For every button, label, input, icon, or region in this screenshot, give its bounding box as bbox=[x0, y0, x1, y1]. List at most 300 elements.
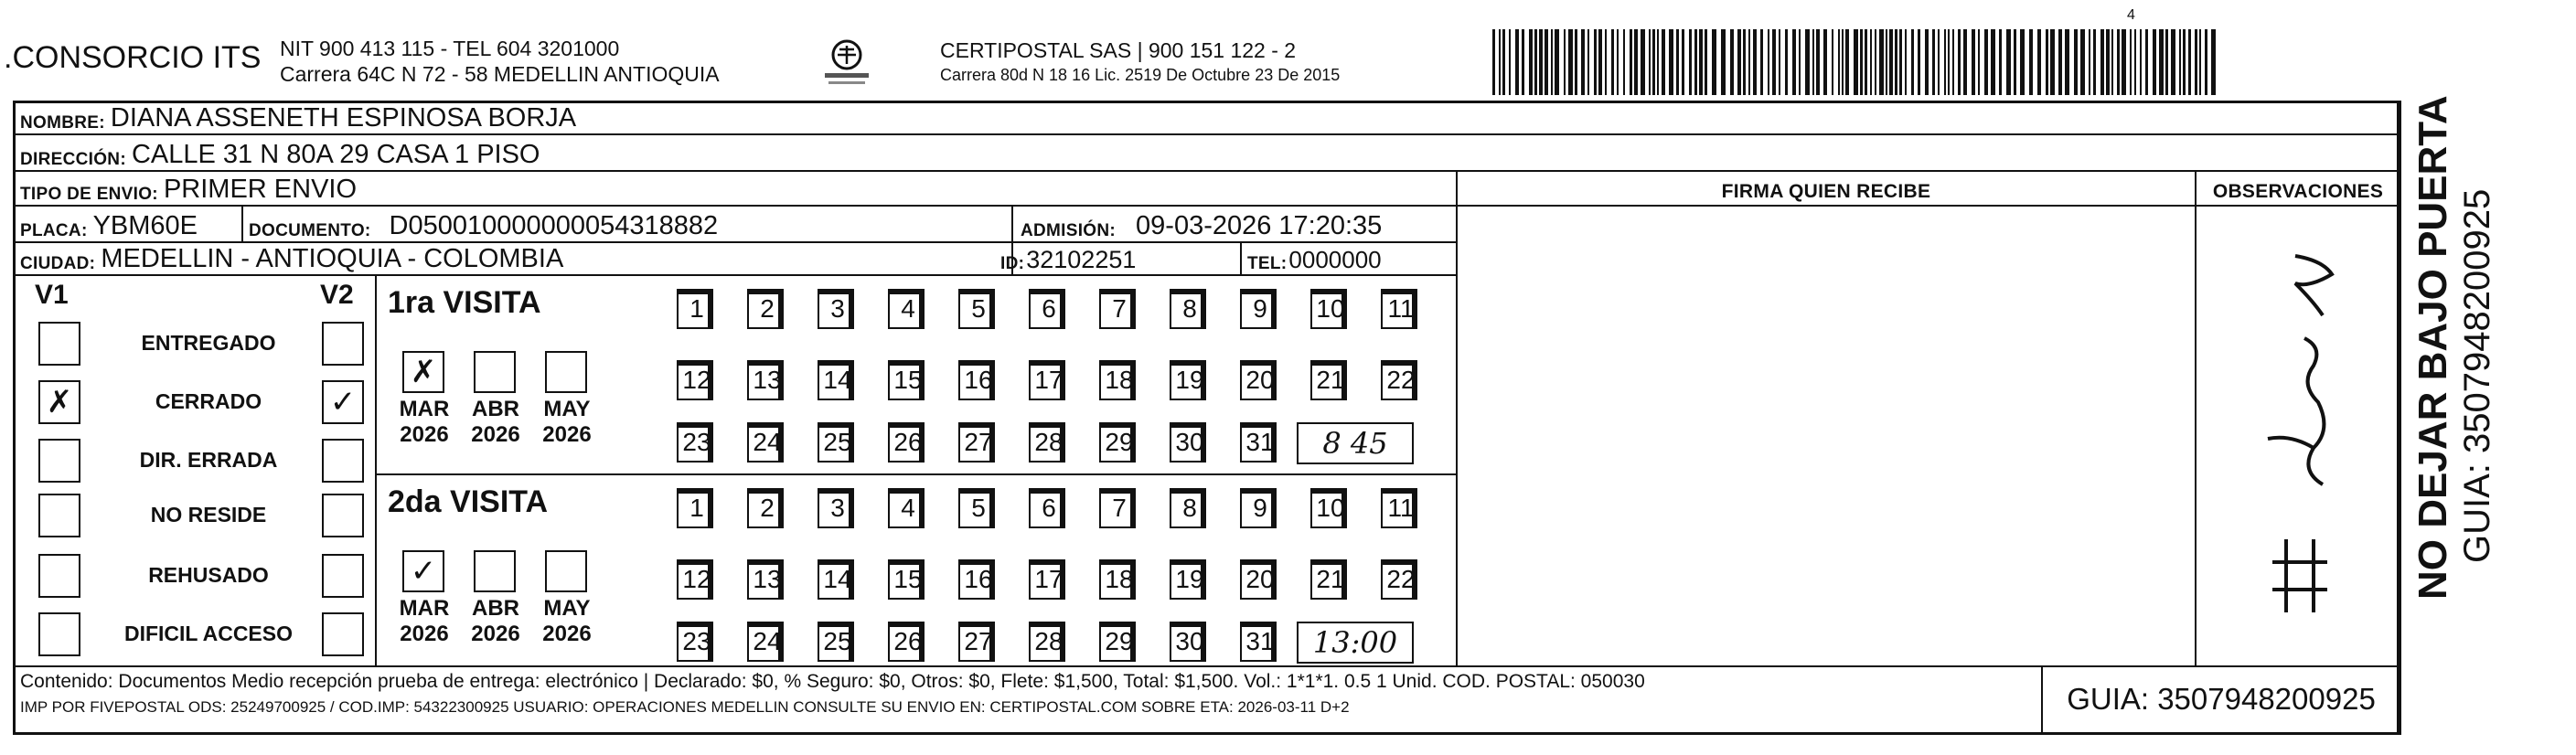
visit-day-number: 7 bbox=[1112, 494, 1127, 522]
visit-day-number: 22 bbox=[1386, 366, 1416, 394]
visit-day-number: 6 bbox=[1042, 494, 1056, 522]
visit-day-box[interactable] bbox=[1170, 289, 1206, 329]
barcode-bar bbox=[2014, 29, 2016, 95]
barcode-bar bbox=[1605, 29, 1607, 95]
visit-month-checkbox[interactable] bbox=[545, 351, 587, 393]
barcode-bar bbox=[1948, 29, 1950, 95]
visit-day-number: 20 bbox=[1245, 565, 1275, 593]
status-v1-checkbox[interactable] bbox=[38, 612, 80, 656]
visit-day-box[interactable] bbox=[888, 289, 925, 329]
visit-day-number: 31 bbox=[1245, 627, 1275, 655]
barcode-bar bbox=[1721, 29, 1726, 95]
barcode-bar bbox=[1630, 29, 1632, 95]
visit-day-number: 24 bbox=[753, 627, 782, 655]
barcode-bar bbox=[2106, 29, 2110, 95]
barcode-bar bbox=[1694, 29, 1697, 95]
barcode-bar bbox=[1812, 29, 1814, 95]
visit-day-number: 1 bbox=[689, 294, 704, 323]
visit-day-box[interactable] bbox=[1381, 289, 1417, 329]
barcode-bar bbox=[2179, 29, 2181, 95]
visit-day-number: 15 bbox=[893, 366, 923, 394]
visit-day-number: 5 bbox=[971, 494, 986, 522]
visit-day-box[interactable] bbox=[1381, 559, 1417, 600]
barcode-bar bbox=[2074, 29, 2078, 95]
visit-day-box[interactable] bbox=[1310, 289, 1347, 329]
visit-day-number: 29 bbox=[1105, 627, 1134, 655]
field-direccion bbox=[20, 135, 540, 170]
barcode-bar bbox=[2050, 29, 2055, 95]
status-v1-checkbox[interactable]: ✗ bbox=[38, 380, 80, 424]
visit-day-number: 27 bbox=[964, 627, 993, 655]
barcode-bar bbox=[2165, 29, 2168, 95]
visit-day-box[interactable] bbox=[958, 422, 995, 463]
barcode-bar bbox=[1575, 29, 1577, 95]
visit-day-number: 27 bbox=[964, 428, 993, 456]
barcode-bar bbox=[1676, 29, 1679, 95]
company-name: .CONSORCIO ITS bbox=[4, 40, 262, 75]
visit-day-box[interactable] bbox=[1310, 559, 1347, 600]
barcode-bar bbox=[2211, 29, 2216, 95]
barcode-bar bbox=[1879, 29, 1884, 95]
visit-day-number: 19 bbox=[1175, 565, 1204, 593]
visit-day-number: 2 bbox=[760, 294, 775, 323]
visit-day-box[interactable] bbox=[958, 360, 995, 400]
barcode-bar bbox=[1705, 29, 1707, 95]
visit-month-year: 2026 bbox=[471, 422, 520, 447]
barcode-bar bbox=[1895, 29, 1897, 95]
visit-day-number: 3 bbox=[830, 494, 845, 522]
barcode-bar bbox=[1682, 29, 1684, 95]
barcode-bar bbox=[2134, 29, 2136, 95]
nombre-value: DIANA ASSENETH ESPINOSA BORJA bbox=[110, 103, 577, 133]
v1-header: V1 bbox=[35, 280, 69, 310]
visit-day-box[interactable] bbox=[747, 422, 784, 463]
barcode-bar bbox=[1805, 29, 1810, 95]
side-text bbox=[2410, 88, 2548, 728]
visit-day-box[interactable] bbox=[1029, 360, 1065, 400]
barcode-bar bbox=[1492, 29, 1495, 95]
visit-day-box[interactable] bbox=[1099, 488, 1136, 528]
barcode-bar bbox=[1779, 29, 1780, 95]
admision-value: 09-03-2026 17:20:35 bbox=[1136, 211, 1383, 240]
visit-day-box[interactable] bbox=[1170, 422, 1206, 463]
barcode-bar bbox=[1529, 29, 1533, 95]
visit-month-year: 2026 bbox=[542, 422, 592, 447]
visit-month-checkbox[interactable] bbox=[545, 550, 587, 592]
visit-day-number: 9 bbox=[1253, 294, 1267, 323]
visit-day-box[interactable] bbox=[747, 622, 784, 662]
courier-logo-icon bbox=[819, 35, 874, 90]
field-id bbox=[1000, 241, 1136, 274]
visit-day-box[interactable] bbox=[1029, 422, 1065, 463]
visit-day-number: 28 bbox=[1034, 627, 1064, 655]
status-label: DIR. ERRADA bbox=[139, 448, 278, 472]
barcode-bar bbox=[1641, 29, 1645, 95]
footer-guia: GUIA: 3507948200925 bbox=[2067, 682, 2376, 716]
barcode-bar bbox=[1594, 29, 1597, 95]
visit-day-box[interactable] bbox=[677, 360, 713, 400]
barcode-bar bbox=[1499, 29, 1501, 95]
barcode-bar bbox=[1623, 29, 1625, 95]
visit-day-box[interactable] bbox=[1029, 488, 1065, 528]
ciudad-label: CIUDAD: bbox=[20, 254, 96, 273]
visit-day-box[interactable] bbox=[677, 622, 713, 662]
direccion-label: DIRECCIÓN: bbox=[20, 150, 126, 169]
visit-day-box[interactable] bbox=[1170, 622, 1206, 662]
visit-day-number: 8 bbox=[1182, 494, 1197, 522]
barcode-bar bbox=[1984, 29, 1988, 95]
visit-month-name: MAY bbox=[543, 596, 591, 621]
visit-day-number: 20 bbox=[1245, 366, 1275, 394]
barcode-bar bbox=[1568, 29, 1573, 95]
barcode-bar bbox=[1875, 29, 1876, 95]
barcode-bar bbox=[1748, 29, 1750, 95]
visit-day-box[interactable] bbox=[1310, 360, 1347, 400]
barcode-bar bbox=[1832, 29, 1833, 95]
visit-month-checkbox[interactable] bbox=[474, 550, 516, 592]
visit-day-box[interactable] bbox=[677, 488, 713, 528]
id-value: 32102251 bbox=[1026, 246, 1137, 273]
barcode-bar bbox=[1699, 29, 1703, 95]
barcode-bar bbox=[1911, 29, 1914, 95]
visit-day-box[interactable] bbox=[1240, 422, 1277, 463]
visit-day-box[interactable] bbox=[747, 559, 784, 600]
visit-month-checkbox[interactable] bbox=[474, 351, 516, 393]
visit-day-box[interactable] bbox=[677, 289, 713, 329]
visit-day-box[interactable] bbox=[888, 360, 925, 400]
barcode-bar bbox=[1753, 29, 1757, 95]
visit-day-box[interactable] bbox=[1310, 488, 1347, 528]
barcode-bar bbox=[1860, 29, 1863, 95]
barcode-bar bbox=[1737, 29, 1741, 95]
courier-line1: CERTIPOSTAL SAS | 900 151 122 - 2 bbox=[940, 38, 1297, 62]
barcode-bar bbox=[1689, 29, 1692, 95]
barcode-bar bbox=[1509, 29, 1511, 95]
tel-label: TEL: bbox=[1247, 254, 1288, 273]
visit-day-box[interactable] bbox=[747, 488, 784, 528]
visit-day-box[interactable] bbox=[1099, 289, 1136, 329]
visit-day-number: 14 bbox=[823, 565, 852, 593]
visit-day-number: 30 bbox=[1175, 627, 1204, 655]
status-v1-checkbox[interactable] bbox=[38, 439, 80, 483]
visit-month-checkbox[interactable]: ✗ bbox=[402, 351, 444, 393]
visit-time-box[interactable]: 8 45 bbox=[1297, 422, 1414, 464]
barcode-bar bbox=[2089, 29, 2090, 95]
courier-line2: Carrera 80d N 18 16 Lic. 2519 De Octubre 23 De 2015 bbox=[940, 66, 1341, 84]
barcode-bar bbox=[2153, 29, 2156, 95]
barcode-bar bbox=[1581, 29, 1585, 95]
barcode-bar bbox=[1768, 29, 1769, 95]
small-mark: 4 bbox=[2127, 7, 2135, 23]
visit-day-box[interactable] bbox=[818, 622, 854, 662]
visit-month-year: 2026 bbox=[400, 422, 449, 447]
visit-day-number: 29 bbox=[1105, 428, 1134, 456]
status-v2-checkbox[interactable]: ✓ bbox=[322, 380, 364, 424]
visit-day-box[interactable] bbox=[1099, 622, 1136, 662]
visit-day-box[interactable] bbox=[1381, 488, 1417, 528]
visit-day-number: 15 bbox=[893, 565, 923, 593]
visit-month-year: 2026 bbox=[400, 622, 449, 646]
barcode-bar bbox=[1522, 29, 1524, 95]
visit-day-number: 21 bbox=[1316, 565, 1345, 593]
visit-day-number: 11 bbox=[1387, 294, 1415, 323]
visit-day-number: 2 bbox=[760, 494, 775, 522]
footer-content-line: Contenido: Documentos Medio recepción prueba de entrega: electrónico | Declarado: $0, % Seguro: $0, Otros: $0, Flete: $1,500, Total: $1,500. Vol.: 1*1*1. 0.5 1 Unid. COD. POSTAL: 050030 bbox=[20, 671, 1645, 692]
visit-day-box[interactable] bbox=[818, 360, 854, 400]
status-v2-checkbox[interactable] bbox=[322, 439, 364, 483]
visit-title: 2da VISITA bbox=[388, 484, 549, 519]
status-label: NO RESIDE bbox=[150, 503, 267, 526]
status-v1-checkbox[interactable] bbox=[38, 494, 80, 537]
visit-day-box[interactable] bbox=[747, 360, 784, 400]
tipo-label: TIPO DE ENVIO: bbox=[20, 185, 158, 204]
tel-value: 0000000 bbox=[1288, 246, 1382, 273]
visit-day-box[interactable] bbox=[818, 488, 854, 528]
visit-time-box[interactable]: 13:00 bbox=[1297, 622, 1414, 664]
visit-day-box[interactable] bbox=[958, 559, 995, 600]
ciudad-value: MEDELLIN - ANTIOQUIA - COLOMBIA bbox=[101, 244, 564, 273]
placa-value: YBM60E bbox=[92, 211, 198, 240]
visit-day-number: 23 bbox=[682, 627, 711, 655]
barcode-bar bbox=[1598, 29, 1602, 95]
visit-day-box[interactable] bbox=[1240, 289, 1277, 329]
visit-day-box[interactable] bbox=[958, 622, 995, 662]
barcode-bar bbox=[1938, 29, 1940, 95]
status-v1-checkbox[interactable] bbox=[38, 322, 80, 366]
barcode bbox=[1492, 29, 2222, 95]
observaciones-handwriting bbox=[2231, 229, 2378, 640]
barcode-bar bbox=[2183, 29, 2186, 95]
visit-month-year: 2026 bbox=[471, 622, 520, 646]
visit-day-box[interactable] bbox=[1099, 559, 1136, 600]
field-documento bbox=[249, 205, 718, 241]
barcode-bar bbox=[1932, 29, 1935, 95]
barcode-bar bbox=[2058, 29, 2062, 95]
barcode-bar bbox=[2171, 29, 2175, 95]
barcode-bar bbox=[1963, 29, 1967, 95]
barcode-bar bbox=[2195, 29, 2197, 95]
barcode-bar bbox=[1816, 29, 1820, 95]
barcode-bar bbox=[1657, 29, 1659, 95]
nombre-label: NOMBRE: bbox=[20, 113, 105, 133]
barcode-bar bbox=[1944, 29, 1946, 95]
visit-day-box[interactable] bbox=[1029, 289, 1065, 329]
barcode-bar bbox=[1792, 29, 1796, 95]
visit-day-box[interactable] bbox=[1240, 622, 1277, 662]
visit-day-number: 28 bbox=[1034, 428, 1064, 456]
visit-day-box[interactable] bbox=[1240, 488, 1277, 528]
visit-day-number: 1 bbox=[689, 494, 704, 522]
barcode-bar bbox=[1760, 29, 1763, 95]
barcode-bar bbox=[1899, 29, 1902, 95]
barcode-bar bbox=[1515, 29, 1519, 95]
documento-label: DOCUMENTO: bbox=[249, 221, 371, 240]
visit-day-box[interactable] bbox=[1381, 360, 1417, 400]
visit-day-box[interactable] bbox=[888, 488, 925, 528]
barcode-bar bbox=[1545, 29, 1548, 95]
visit-month-checkbox[interactable]: ✓ bbox=[402, 550, 444, 592]
courier-logo bbox=[819, 35, 874, 90]
visit-day-box[interactable] bbox=[888, 422, 925, 463]
visit-day-box[interactable] bbox=[677, 559, 713, 600]
barcode-bar bbox=[2145, 29, 2148, 95]
visit-day-number: 12 bbox=[682, 565, 711, 593]
barcode-bar bbox=[1669, 29, 1673, 95]
visit-day-number: 4 bbox=[901, 494, 915, 522]
visit-day-box[interactable] bbox=[818, 559, 854, 600]
admision-label: ADMISIÓN: bbox=[1021, 221, 1117, 240]
handwritten-note-drawing bbox=[2231, 229, 2378, 640]
footer-print-line: IMP POR FIVEPOSTAL ODS: 25249700925 / COD.IMP: 54322300925 USUARIO: OPERACIONES MEDELLIN CONSULTE SU ENVIO EN: CERTIPOSTAL.COM SOBRE ETA: 2026-03-11 D+2 bbox=[20, 698, 1350, 716]
barcode-bar bbox=[1587, 29, 1589, 95]
barcode-bar bbox=[1823, 29, 1827, 95]
visit-day-number: 14 bbox=[823, 366, 852, 394]
barcode-bar bbox=[2020, 29, 2025, 95]
v2-header: V2 bbox=[320, 280, 354, 310]
barcode-bar bbox=[1743, 29, 1746, 95]
visit-day-box[interactable] bbox=[818, 422, 854, 463]
barcode-bar bbox=[1539, 29, 1543, 95]
visit-month-name: ABR bbox=[472, 397, 519, 421]
visit-day-number: 8 bbox=[1182, 294, 1197, 323]
barcode-bar bbox=[1649, 29, 1651, 95]
visit-month-name: MAR bbox=[399, 397, 450, 421]
visit-day-number: 12 bbox=[682, 366, 711, 394]
barcode-bar bbox=[1886, 29, 1887, 95]
barcode-bar bbox=[2111, 29, 2113, 95]
barcode-bar bbox=[1564, 29, 1566, 95]
barcode-bar bbox=[2117, 29, 2120, 95]
visit-day-box[interactable] bbox=[677, 422, 713, 463]
visit-day-number: 6 bbox=[1042, 294, 1056, 323]
barcode-bar bbox=[1785, 29, 1788, 95]
barcode-bar bbox=[1842, 29, 1844, 95]
visit-day-box[interactable] bbox=[818, 289, 854, 329]
barcode-bar bbox=[1611, 29, 1614, 95]
visit-day-number: 25 bbox=[823, 627, 852, 655]
status-label: CERRADO bbox=[155, 389, 262, 413]
visit-day-box[interactable] bbox=[1029, 622, 1065, 662]
barcode-bar bbox=[1799, 29, 1801, 95]
id-label: ID: bbox=[1000, 254, 1025, 273]
status-v2-checkbox[interactable] bbox=[322, 494, 364, 537]
visit-day-box[interactable] bbox=[1170, 360, 1206, 400]
barcode-bar bbox=[1865, 29, 1867, 95]
barcode-bar bbox=[1652, 29, 1655, 95]
visit-day-number: 4 bbox=[901, 294, 915, 323]
visit-day-number: 3 bbox=[830, 294, 845, 323]
barcode-bar bbox=[2065, 29, 2069, 95]
barcode-bar bbox=[1730, 29, 1734, 95]
placa-label: PLACA: bbox=[20, 221, 88, 240]
barcode-bar bbox=[1838, 29, 1840, 95]
company-info-line1: NIT 900 413 115 - TEL 604 3201000 bbox=[280, 37, 620, 60]
barcode-bar bbox=[1854, 29, 1858, 95]
visit-day-number: 5 bbox=[971, 294, 986, 323]
visit-day-number: 19 bbox=[1175, 366, 1204, 394]
barcode-bar bbox=[1634, 29, 1638, 95]
barcode-bar bbox=[1551, 29, 1553, 95]
barcode-bar bbox=[2006, 29, 2011, 95]
barcode-bar bbox=[2130, 29, 2132, 95]
barcode-bar bbox=[2080, 29, 2085, 95]
visit-day-number: 18 bbox=[1105, 366, 1134, 394]
visit-day-box[interactable] bbox=[888, 622, 925, 662]
barcode-bar bbox=[2037, 29, 2041, 95]
field-ciudad bbox=[20, 241, 563, 274]
barcode-bar bbox=[1952, 29, 1954, 95]
visit-day-number: 22 bbox=[1386, 565, 1416, 593]
field-placa bbox=[20, 205, 198, 241]
visit-day-number: 11 bbox=[1387, 494, 1415, 522]
visit-day-number: 18 bbox=[1105, 565, 1134, 593]
visit-day-number: 24 bbox=[753, 428, 782, 456]
status-v2-checkbox[interactable] bbox=[322, 612, 364, 656]
field-tel bbox=[1247, 241, 1382, 274]
barcode-bar bbox=[1978, 29, 1980, 95]
field-nombre bbox=[20, 101, 576, 133]
barcode-bar bbox=[1958, 29, 1961, 95]
company-info-line2: Carrera 64C N 72 - 58 MEDELLIN ANTIOQUIA bbox=[280, 62, 720, 86]
status-v2-checkbox[interactable] bbox=[322, 322, 364, 366]
visit-day-box[interactable] bbox=[1170, 559, 1206, 600]
barcode-bar bbox=[2140, 29, 2142, 95]
visit-day-number: 25 bbox=[823, 428, 852, 456]
visit-day-box[interactable] bbox=[958, 289, 995, 329]
barcode-bar bbox=[1712, 29, 1716, 95]
barcode-bar bbox=[2159, 29, 2164, 95]
visit-day-number: 26 bbox=[893, 428, 923, 456]
visit-day-box[interactable] bbox=[747, 289, 784, 329]
visit-day-number: 31 bbox=[1245, 428, 1275, 456]
direccion-value: CALLE 31 N 80A 29 CASA 1 PISO bbox=[131, 140, 540, 169]
barcode-bar bbox=[2093, 29, 2096, 95]
visit-day-box[interactable] bbox=[888, 559, 925, 600]
status-label: REHUSADO bbox=[148, 563, 269, 587]
side-guia: GUIA: 3507948200925 bbox=[2457, 188, 2497, 563]
visit-day-box[interactable] bbox=[1099, 360, 1136, 400]
status-v1-checkbox[interactable] bbox=[38, 554, 80, 598]
barcode-bar bbox=[1870, 29, 1872, 95]
visit-day-number: 10 bbox=[1316, 294, 1345, 323]
visit-month-name: ABR bbox=[472, 596, 519, 621]
status-v2-checkbox[interactable] bbox=[322, 554, 364, 598]
visit-day-box[interactable] bbox=[1099, 422, 1136, 463]
barcode-bar bbox=[2205, 29, 2207, 95]
visit-day-box[interactable] bbox=[1240, 360, 1277, 400]
visit-month-year: 2026 bbox=[542, 622, 592, 646]
visit-day-box[interactable] bbox=[1170, 488, 1206, 528]
visit-day-number: 23 bbox=[682, 428, 711, 456]
barcode-bar bbox=[1845, 29, 1849, 95]
field-admision bbox=[1021, 205, 1382, 241]
visit-day-box[interactable] bbox=[1240, 559, 1277, 600]
visit-title: 1ra VISITA bbox=[388, 285, 541, 320]
visit-day-number: 30 bbox=[1175, 428, 1204, 456]
visit-day-number: 13 bbox=[753, 366, 782, 394]
visit-day-number: 17 bbox=[1034, 565, 1064, 593]
visit-day-number: 17 bbox=[1034, 366, 1064, 394]
visit-day-box[interactable] bbox=[958, 488, 995, 528]
barcode-bar bbox=[1889, 29, 1893, 95]
visit-day-number: 26 bbox=[893, 627, 923, 655]
barcode-bar bbox=[2029, 29, 2033, 95]
barcode-bar bbox=[2188, 29, 2191, 95]
status-label: DIFICIL ACCESO bbox=[123, 622, 293, 645]
field-tipo bbox=[20, 170, 357, 205]
barcode-bar bbox=[1918, 29, 1920, 95]
visit-day-box[interactable] bbox=[1029, 559, 1065, 600]
